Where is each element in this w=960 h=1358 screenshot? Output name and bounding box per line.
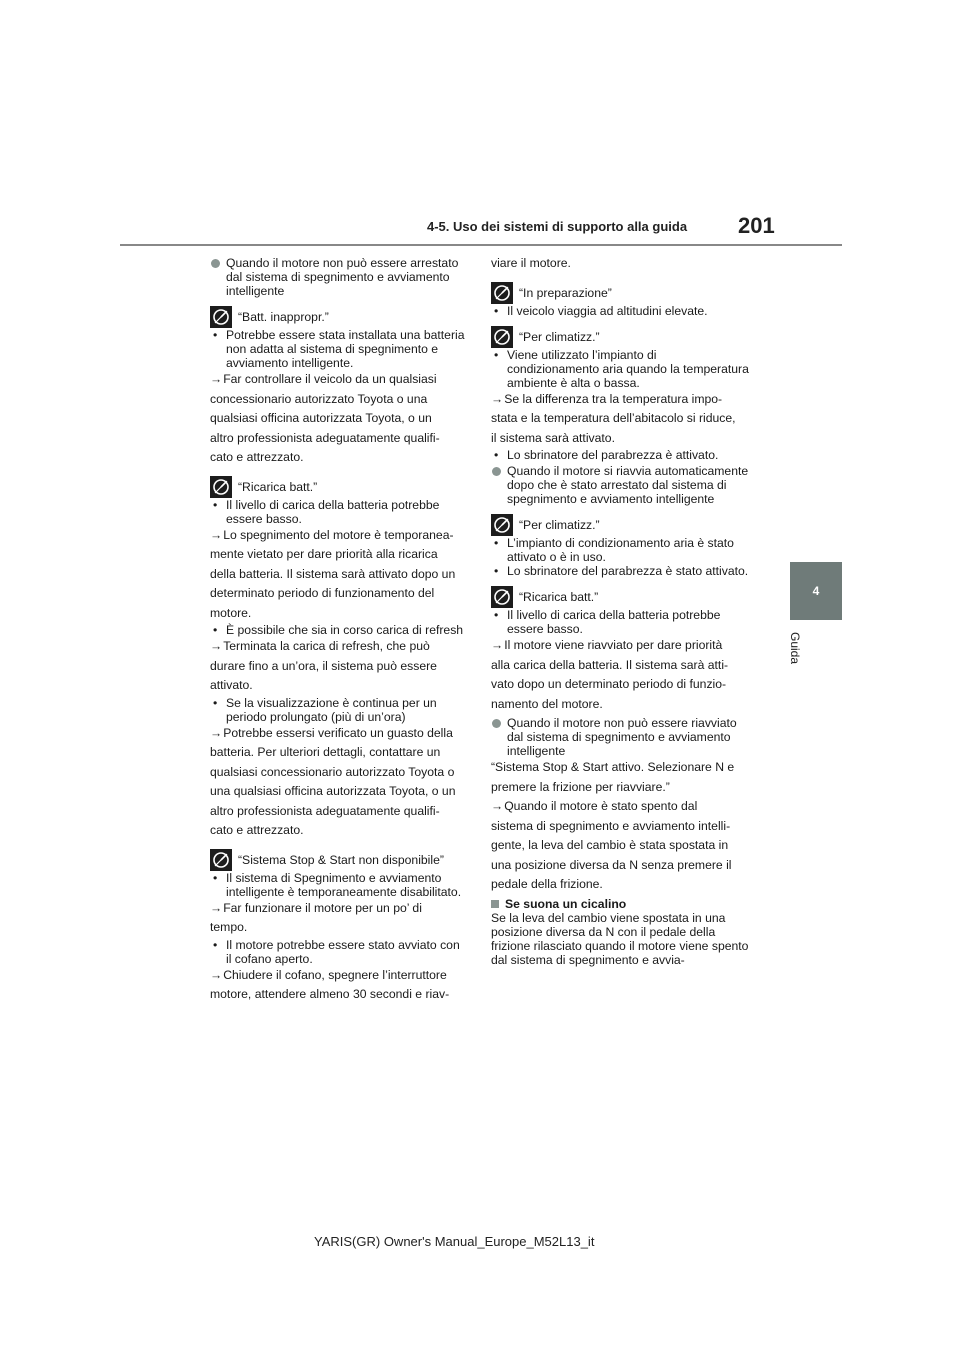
- text-line: [210, 409, 468, 429]
- chapter-tab: [790, 562, 842, 620]
- cause-item: [210, 871, 468, 899]
- text-line: [491, 409, 751, 429]
- arrow-icon: →: [491, 638, 504, 652]
- bullet-circle-icon: [211, 259, 220, 268]
- cause-item: [491, 304, 751, 318]
- bullet-dot-icon: •: [213, 695, 218, 710]
- section-title: 4-5. Uso dei sistemi di supporto alla guida: [427, 219, 688, 234]
- text-line: [491, 836, 751, 856]
- square-bullet-icon: [491, 900, 499, 908]
- text-line-text: motore, attendere almeno 30 secondi e riav-: [210, 987, 450, 1001]
- action-line-text: Potrebbe essersi verificato un guasto della: [223, 725, 453, 740]
- text-line-text: durare fino a un’ora, il sistema può essere: [210, 658, 437, 673]
- cause-item-text: È possibile che sia in corso carica di refresh: [226, 623, 464, 637]
- action-line: [210, 724, 468, 744]
- cause-item-text: Il veicolo viaggia ad altitudini elevate.: [507, 303, 708, 318]
- text-line: [491, 778, 751, 798]
- cause-item: [210, 498, 468, 526]
- action-line: [210, 966, 468, 986]
- action-line: [210, 637, 468, 657]
- text-line-text: motore.: [210, 605, 252, 620]
- display-message-text: “Per climatizz.”: [519, 518, 600, 532]
- cause-item-text: Lo sbrinatore del parabrezza è stato attivato.: [507, 564, 749, 578]
- arrow-icon: →: [210, 967, 223, 982]
- text-line: [210, 429, 468, 449]
- paragraph: [491, 911, 751, 967]
- subsection-heading: [491, 897, 751, 911]
- display-message: [491, 282, 751, 304]
- action-line: [491, 636, 751, 656]
- display-message: [491, 586, 751, 608]
- display-message-text: “Sistema Stop & Start non disponibile”: [238, 852, 444, 867]
- cause-item-text: Viene utilizzato l’impianto di condizionamento aria quando la temperatura ambiente è alta o bassa.: [507, 347, 749, 390]
- warning-display-icon: [491, 586, 513, 608]
- bullet-dot-icon: •: [494, 536, 499, 550]
- condition-heading: [491, 464, 751, 506]
- arrow-icon: →: [210, 900, 223, 915]
- action-line-text: Far controllare il veicolo da un qualsiasi: [223, 372, 437, 386]
- text-line: [210, 802, 468, 822]
- cause-item: [491, 348, 751, 390]
- text-line: [210, 782, 468, 802]
- text-line-text: pedale della frizione.: [491, 877, 603, 891]
- text-line-text: il sistema sarà attivato.: [491, 430, 615, 445]
- bullet-circle-icon: [492, 719, 501, 728]
- bullet-dot-icon: •: [494, 303, 499, 318]
- warning-display-icon: [210, 476, 232, 498]
- text-line: [210, 676, 468, 696]
- cause-item: [491, 448, 751, 462]
- bullet-dot-icon: •: [494, 608, 499, 622]
- cause-item: [210, 623, 468, 637]
- action-line-text: Chiudere il cofano, spegnere l’interruttore: [223, 967, 447, 982]
- action-line-text: Terminata la carica di refresh, che può: [223, 639, 430, 653]
- action-line: [210, 899, 468, 919]
- page-number: 201: [738, 213, 775, 238]
- text-line-text: premere la frizione per riavviare.”: [491, 779, 670, 794]
- display-message: [210, 849, 468, 871]
- text-line: [210, 448, 468, 468]
- arrow-icon: →: [210, 725, 223, 740]
- text-line: [210, 604, 468, 624]
- bullet-dot-icon: •: [213, 497, 218, 512]
- text-line-text: cato e attrezzato.: [210, 823, 304, 837]
- text-line: [210, 763, 468, 783]
- arrow-icon: →: [210, 527, 223, 542]
- warning-display-icon: [491, 514, 513, 536]
- warning-display-icon: [210, 306, 232, 328]
- text-line-text: batteria. Per ulteriori dettagli, contattare un: [210, 745, 441, 759]
- text-line: [210, 918, 468, 938]
- display-message-text: “In preparazione”: [519, 285, 612, 300]
- paragraph-text: Se la leva del cambio viene spostata in una posizione diversa da N con il pedale della frizione rilasciato quando il motore viene spento dal sistema di spegnimento e avvia-: [491, 910, 749, 967]
- cause-item: [491, 564, 751, 578]
- warning-display-icon: [491, 326, 513, 348]
- footer-text: YARIS(GR) Owner's Manual_Europe_M52L13_it: [314, 1234, 595, 1249]
- text-line: [491, 656, 751, 676]
- text-line-text: altro professionista adeguatamente qualifi-: [210, 803, 440, 818]
- subsection-heading-text: Se suona un cicalino: [505, 896, 627, 911]
- cause-item: [210, 938, 468, 966]
- text-line-text: alla carica della batteria. Il sistema sarà atti-: [491, 657, 729, 672]
- bullet-dot-icon: •: [494, 347, 499, 362]
- text-line: [491, 758, 751, 778]
- warning-display-icon: [210, 849, 232, 871]
- text-line-text: namento del motore.: [491, 696, 603, 711]
- display-message: [210, 306, 468, 328]
- text-line: [491, 875, 751, 895]
- cause-item: [210, 696, 468, 724]
- action-line: [210, 526, 468, 546]
- bullet-dot-icon: •: [494, 564, 499, 578]
- condition-heading-text: Quando il motore non può essere arrestato dal sistema di spegnimento e avviamento intelligente: [226, 256, 459, 298]
- cause-item-text: Se la visualizzazione è continua per un periodo prolungato (più di un’ora): [226, 695, 437, 724]
- text-line-text: concessionario autorizzato Toyota o una: [210, 391, 428, 406]
- action-line: [491, 797, 751, 817]
- text-line: [210, 390, 468, 410]
- text-line-text: altro professionista adeguatamente qualifi-: [210, 430, 440, 445]
- text-line-text: qualsiasi concessionario autorizzato Toyota o: [210, 764, 455, 779]
- cause-item-text: Il livello di carica della batteria potrebbe essere basso.: [507, 608, 721, 636]
- text-line-text: determinato periodo di funzionamento del: [210, 586, 435, 600]
- text-line-text: una posizione diversa da N senza premere il: [491, 857, 732, 872]
- arrow-icon: →: [491, 391, 504, 406]
- text-line-text: qualsiasi officina autorizzata Toyota, o un: [210, 411, 432, 425]
- text-line: [491, 695, 751, 715]
- text-line-text: attivato.: [210, 678, 253, 692]
- cause-item: [491, 536, 751, 564]
- chapter-tab-number: 4: [812, 584, 820, 598]
- header-rule: [120, 244, 842, 246]
- cause-item: [491, 608, 751, 636]
- display-message-text: “Per climatizz.”: [519, 329, 600, 344]
- warning-display-icon: [491, 282, 513, 304]
- cause-item-text: L’impianto di condizionamento aria è stato attivato o è in uso.: [507, 536, 734, 564]
- chapter-tab-label: Guida: [788, 632, 802, 665]
- cause-item-text: Il motore potrebbe essere stato avviato con il cofano aperto.: [226, 937, 460, 966]
- condition-heading: [210, 256, 468, 298]
- action-line: [491, 390, 751, 410]
- text-line-text: viare il motore.: [491, 256, 571, 270]
- arrow-icon: →: [210, 639, 223, 653]
- text-line: [210, 821, 468, 841]
- bullet-dot-icon: •: [213, 623, 218, 637]
- cause-item-text: Lo sbrinatore del parabrezza è attivato.: [507, 448, 719, 462]
- bullet-circle-icon: [492, 467, 501, 476]
- text-line: [210, 743, 468, 763]
- bullet-dot-icon: •: [494, 448, 499, 462]
- text-line: [210, 657, 468, 677]
- text-line: [491, 856, 751, 876]
- text-line-text: “Sistema Stop & Start attivo. Selezionare N e: [491, 760, 735, 774]
- condition-heading: [491, 716, 751, 758]
- cause-item-text: Il sistema di Spegnimento e avviamento intelligente è temporaneamente disabilitato.: [226, 870, 462, 899]
- arrow-icon: →: [491, 799, 504, 813]
- cause-item-text: Il livello di carica della batteria potrebbe essere basso.: [226, 497, 440, 526]
- action-line: [210, 370, 468, 390]
- text-line: [491, 675, 751, 695]
- text-line-text: sistema di spegnimento e avviamento intelli-: [491, 818, 731, 833]
- display-message: [210, 476, 468, 498]
- text-line: [210, 985, 468, 1005]
- action-line-text: Il motore viene riavviato per dare priorità: [504, 638, 723, 652]
- display-message: [491, 514, 751, 536]
- bullet-dot-icon: •: [213, 328, 218, 342]
- display-message-text: “Batt. inappropr.”: [238, 310, 329, 324]
- display-message-text: “Ricarica batt.”: [238, 479, 318, 494]
- text-line: [210, 545, 468, 565]
- text-line-text: una qualsiasi officina autorizzata Toyota, o un: [210, 784, 456, 798]
- text-line-text: tempo.: [210, 920, 248, 934]
- right-column: [491, 254, 751, 967]
- text-line-text: mente vietato per dare priorità alla ricarica: [210, 547, 438, 561]
- text-line: [491, 817, 751, 837]
- display-message: [491, 326, 751, 348]
- text-line: [210, 584, 468, 604]
- condition-heading-text: Quando il motore non può essere riavviato dal sistema di spegnimento e avviamento intelligente: [507, 716, 737, 758]
- action-line-text: Se la differenza tra la temperatura impo-: [504, 391, 723, 406]
- text-line: [491, 429, 751, 449]
- action-line-text: Quando il motore è stato spento dal: [504, 799, 698, 813]
- bullet-dot-icon: •: [213, 937, 218, 952]
- action-line-text: Lo spegnimento del motore è temporanea-: [223, 527, 454, 542]
- text-line-text: vato dopo un determinato periodo di funzio-: [491, 677, 727, 691]
- action-line-text: Far funzionare il motore per un po’ di: [223, 900, 422, 915]
- arrow-icon: →: [210, 372, 223, 386]
- display-message-text: “Ricarica batt.”: [519, 590, 599, 604]
- text-line-text: cato e attrezzato.: [210, 450, 304, 464]
- text-line-text: della batteria. Il sistema sarà attivato dopo un: [210, 566, 456, 581]
- left-column: [210, 254, 468, 1005]
- cause-item-text: Potrebbe essere stata installata una batteria non adatta al sistema di spegnimento e avviamento intelligente.: [226, 328, 465, 370]
- bullet-dot-icon: •: [213, 870, 218, 885]
- text-line-text: gente, la leva del cambio è stata spostata in: [491, 838, 729, 852]
- condition-heading-text: Quando il motore si riavvia automaticamente dopo che è stato arrestato dal sistema di spegnimento e avviamento intelligente: [507, 464, 749, 506]
- text-line-text: stata e la temperatura dell’abitacolo si riduce,: [491, 411, 736, 425]
- cause-item: [210, 328, 468, 370]
- text-line: [210, 565, 468, 585]
- text-line: [491, 254, 751, 274]
